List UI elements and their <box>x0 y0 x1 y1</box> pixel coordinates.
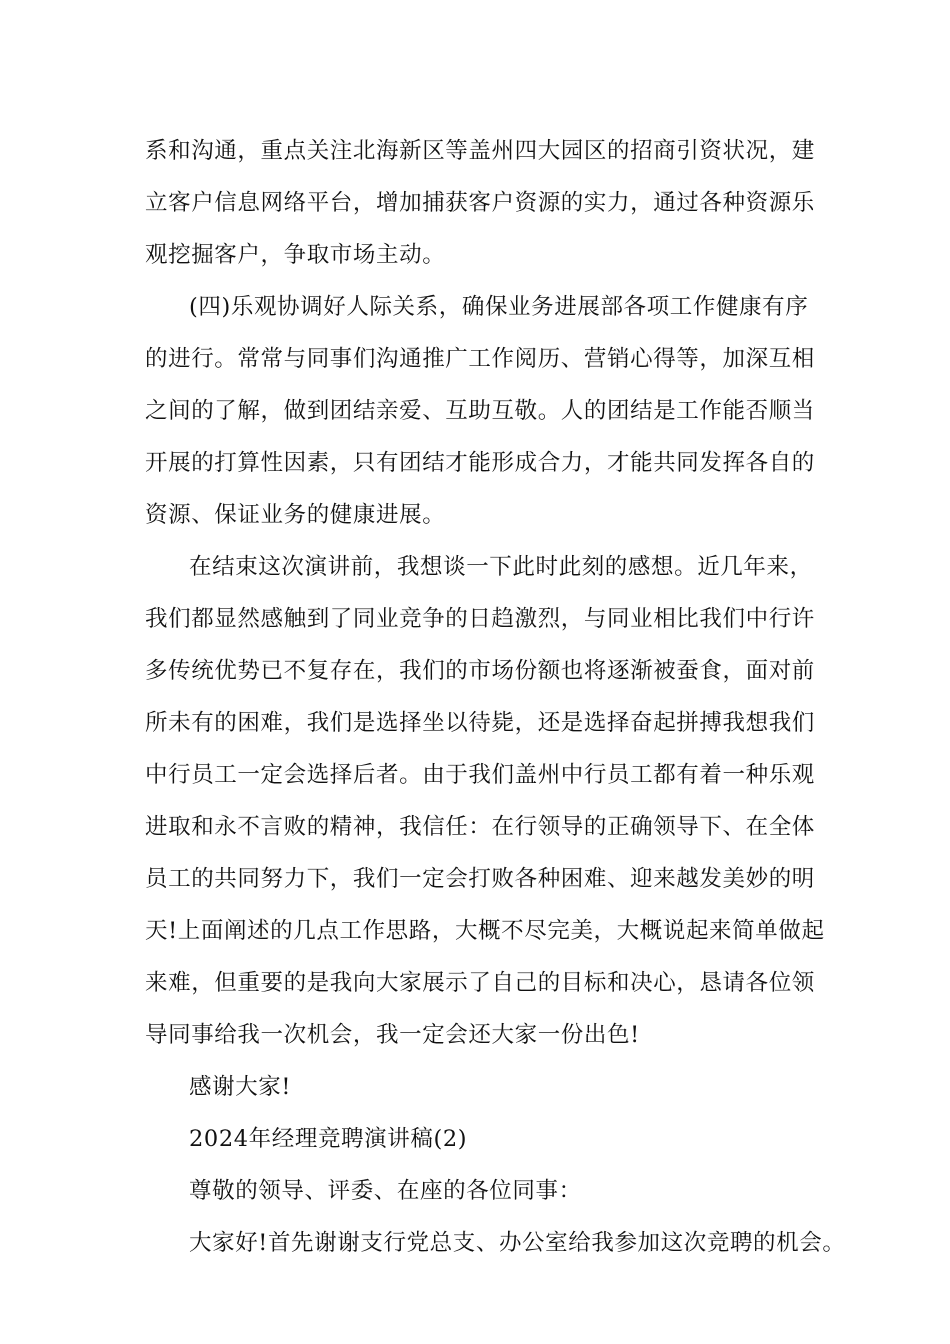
section-title: 2024年经理竞聘演讲稿(2) <box>189 1126 468 1152</box>
paragraph-line: 立客户信息网络平台，增加捕获客户资源的实力，通过各种资源乐 <box>145 190 815 216</box>
paragraph-line: 我们都显然感触到了同业竞争的日趋激烈，与同业相比我们中行许 <box>145 606 815 632</box>
paragraph-line: 大家好!首先谢谢支行党总支、办公室给我参加这次竞聘的机会。 <box>189 1230 846 1256</box>
document-body <box>145 125 846 1269</box>
paragraph-line: 进取和永不言败的精神，我信任：在行领导的正确领导下、在全体 <box>145 814 815 840</box>
paragraph-line: 来难，但重要的是我向大家展示了自己的目标和决心，恳请各位领 <box>145 970 815 996</box>
paragraph-line: 导同事给我一次机会，我一定会还大家一份出色! <box>145 1022 640 1048</box>
paragraph-line: 系和沟通，重点关注北海新区等盖州四大园区的招商引资状况，建 <box>145 138 815 164</box>
paragraph-line: 天!上面阐述的几点工作思路，大概不尽完美，大概说起来简单做起 <box>145 918 825 944</box>
paragraph-line: 之间的了解，做到团结亲爱、互助互敬。人的团结是工作能否顺当 <box>145 398 815 424</box>
salutation-line: 尊敬的领导、评委、在座的各位同事： <box>189 1178 582 1204</box>
paragraph-line: (四)乐观协调好人际关系，确保业务进展部各项工作健康有序 <box>189 294 809 320</box>
paragraph-line: 资源、保证业务的健康进展。 <box>145 502 446 528</box>
paragraph-line: 的进行。常常与同事们沟通推广工作阅历、营销心得等，加深互相 <box>145 346 815 372</box>
paragraph-line: 中行员工一定会选择后者。由于我们盖州中行员工都有着一种乐观 <box>145 762 815 788</box>
closing-line: 感谢大家! <box>189 1074 292 1100</box>
paragraph-line: 观挖掘客户，争取市场主动。 <box>145 242 446 268</box>
paragraph-line: 所未有的困难，我们是选择坐以待毙，还是选择奋起拼搏我想我们 <box>145 710 815 736</box>
paragraph-line: 在结束这次演讲前，我想谈一下此时此刻的感想。近几年来， <box>189 554 813 580</box>
paragraph-line: 开展的打算性因素，只有团结才能形成合力，才能共同发挥各自的 <box>145 450 815 476</box>
paragraph-line: 员工的共同努力下，我们一定会打败各种困难、迎来越发美妙的明 <box>145 866 815 892</box>
paragraph-line: 多传统优势已不复存在，我们的市场份额也将逐渐被蚕食，面对前 <box>145 658 815 684</box>
